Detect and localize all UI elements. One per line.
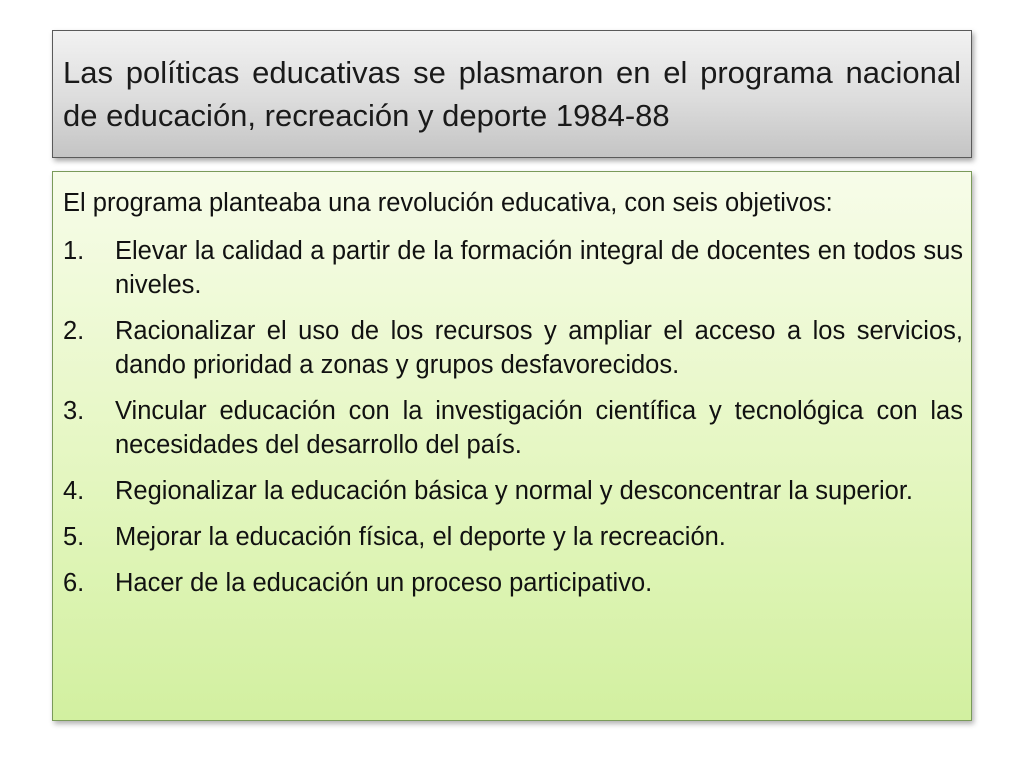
list-item (63, 520, 963, 554)
list-item-number: 1. (63, 237, 85, 265)
list-item-number: 2. (63, 317, 85, 345)
slide-title: Las políticas educativas se plasmaron en el programa nacional de educación, recreación y deporte 1984-88 (63, 55, 961, 133)
list-item (63, 314, 963, 382)
objectives-list (63, 234, 963, 600)
intro-text: El programa planteaba una revolución educativa, con seis objetivos: (63, 189, 833, 217)
list-item-number: 4. (63, 477, 85, 505)
list-item-text: Racionalizar el uso de los recursos y ampliar el acceso a los servicios, dando prioridad a zonas y grupos desfavorecidos. (115, 317, 963, 379)
list-item-number: 5. (63, 523, 85, 551)
content-box (52, 171, 972, 721)
list-item (63, 474, 963, 508)
list-item (63, 566, 963, 600)
list-item (63, 394, 963, 462)
list-item-text: Mejorar la educación física, el deporte y la recreación. (115, 523, 726, 551)
list-item-text: Vincular educación con la investigación científica y tecnológica con las necesidades del desarrollo del país. (115, 397, 963, 459)
list-item (63, 234, 963, 302)
list-item-number: 3. (63, 397, 85, 425)
list-item-text: Hacer de la educación un proceso participativo. (115, 569, 653, 597)
list-item-text: Regionalizar la educación básica y normal y desconcentrar la superior. (115, 477, 914, 505)
title-box (52, 30, 972, 158)
list-item-text: Elevar la calidad a partir de la formación integral de docentes en todos sus niveles. (115, 237, 963, 299)
list-item-number: 6. (63, 569, 85, 597)
